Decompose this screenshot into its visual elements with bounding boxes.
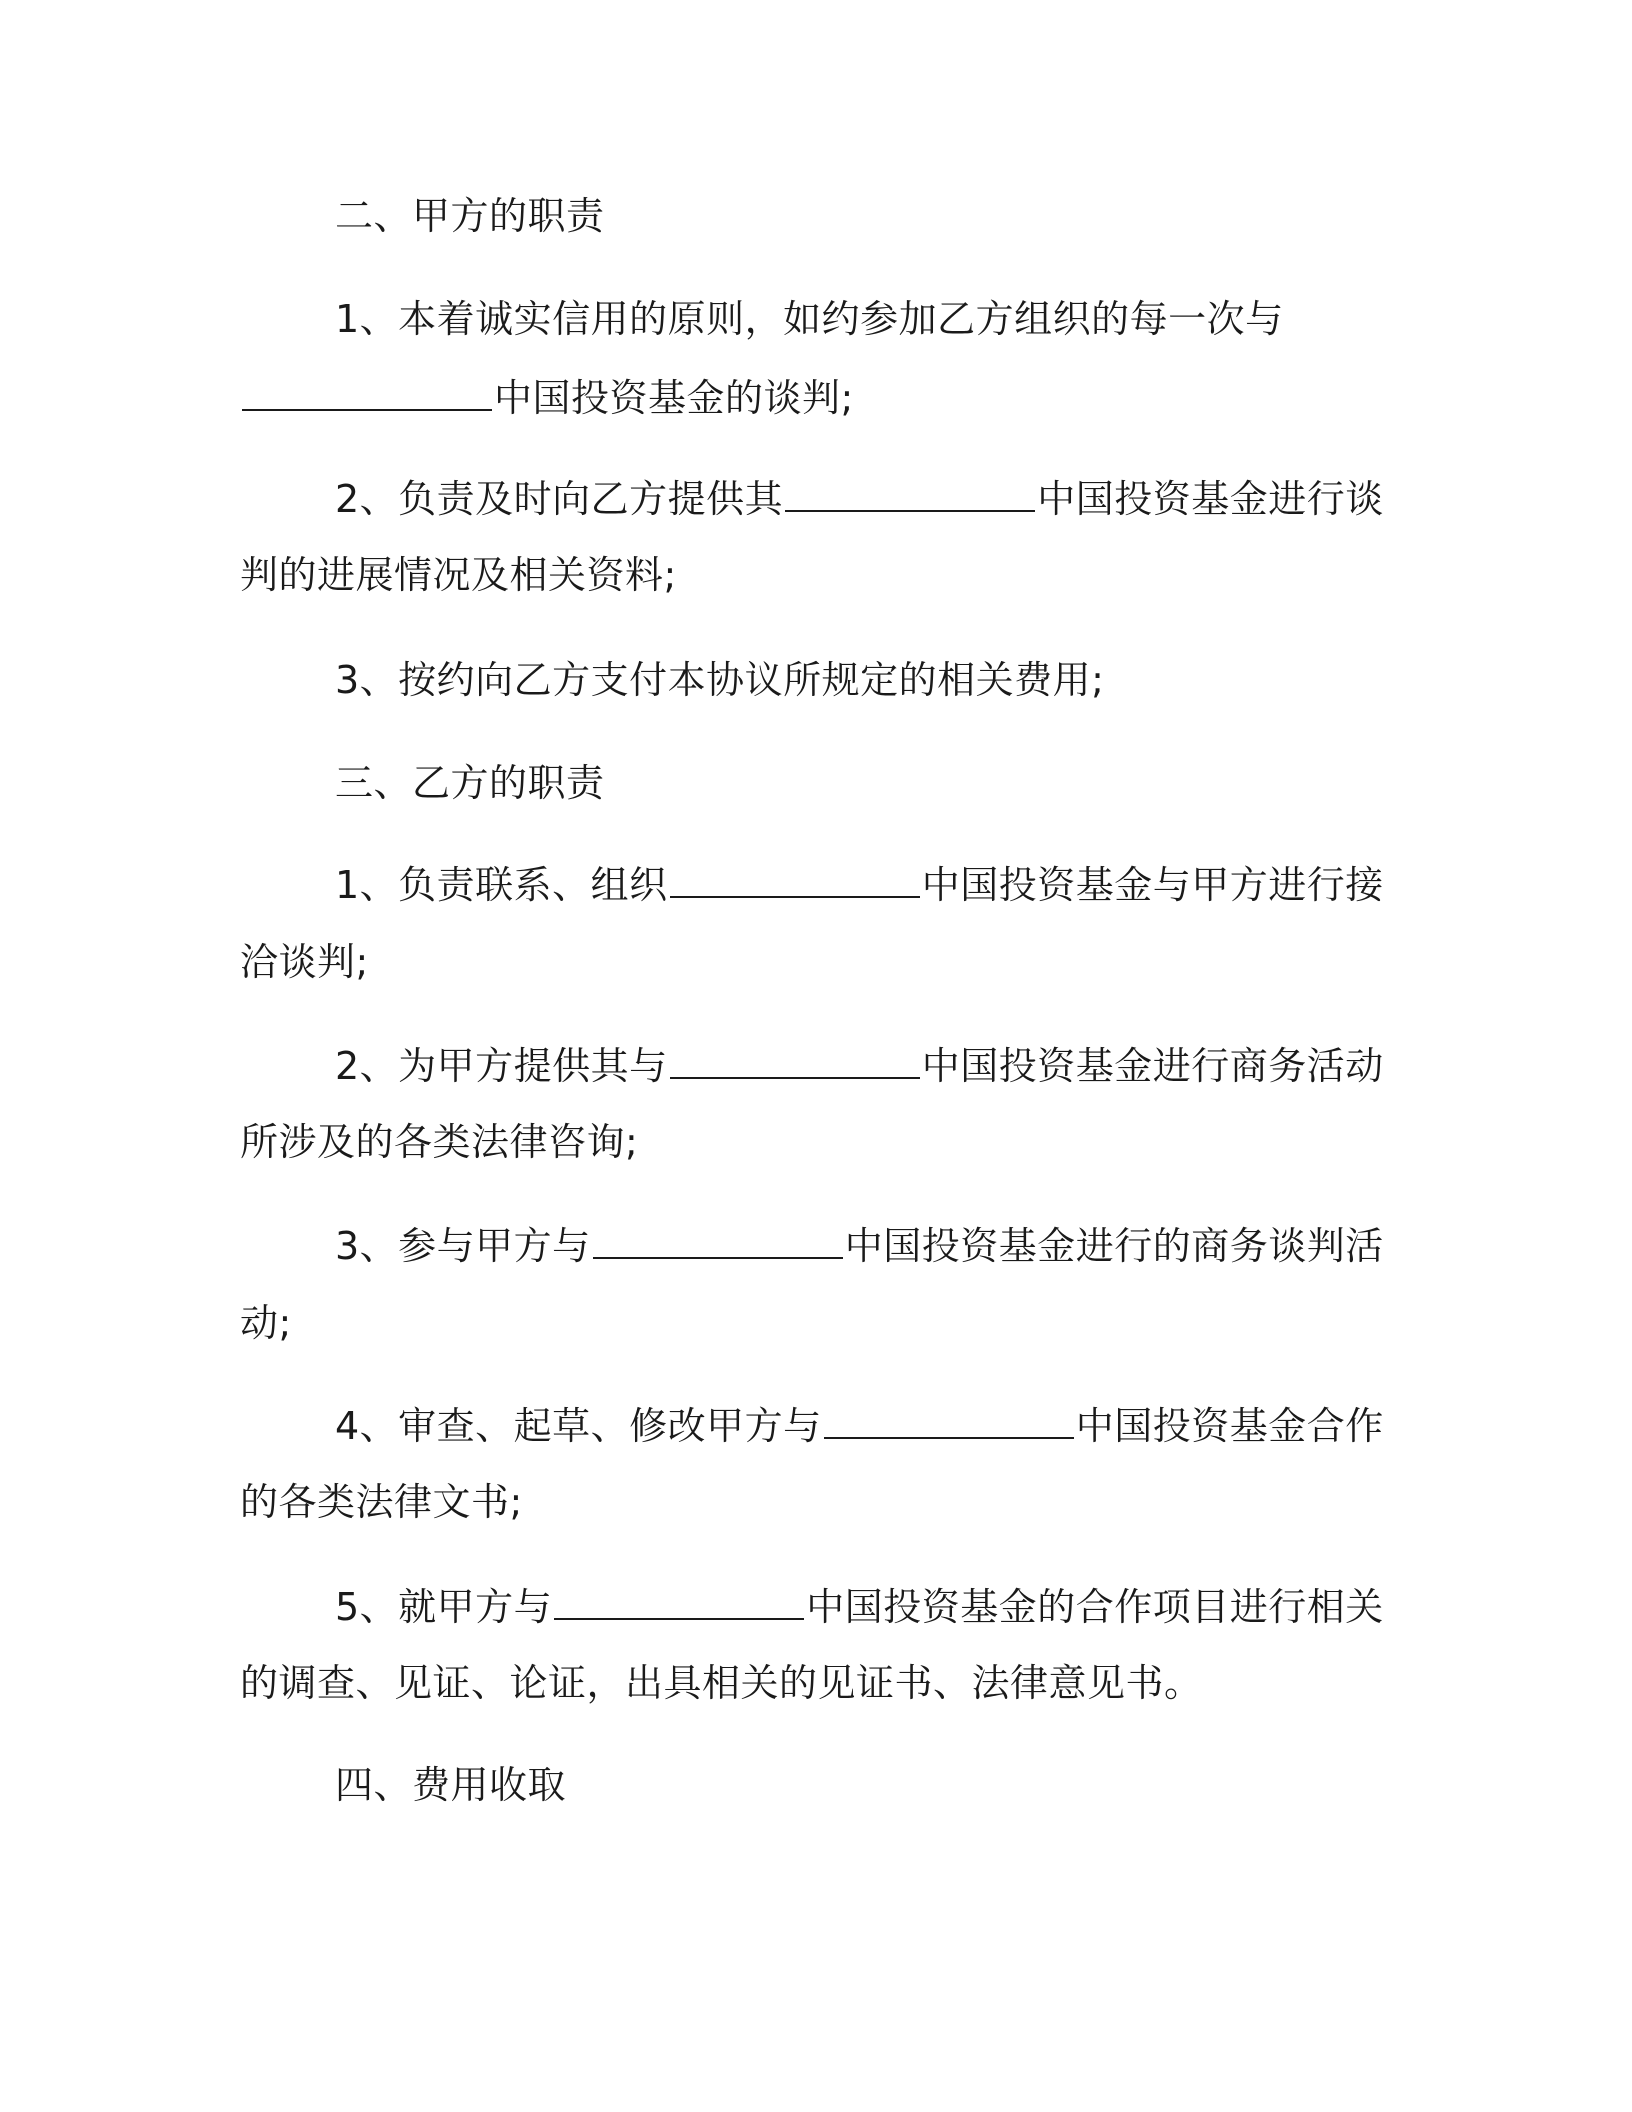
party-b-item-3-line-1 (335, 1223, 1384, 1268)
party-b-item-3-text-before: 3、参与甲方与 (335, 1224, 591, 1268)
party-b-item-2-text-before: 2、为甲方提供其与 (335, 1044, 668, 1088)
fill-in-blank (785, 476, 1035, 512)
party-b-item-1-text-before: 1、负责联系、组织 (335, 863, 668, 907)
fill-in-blank (554, 1584, 804, 1620)
party-b-item-5-text-before: 5、就甲方与 (335, 1585, 553, 1629)
party-b-item-5-line-2: 的调查、见证、论证，出具相关的见证书、法律意见书。 (240, 1661, 1203, 1705)
section-heading-party-a-duties: 二、甲方的职责 (335, 194, 605, 238)
section-heading-party-b-duties: 三、乙方的职责 (335, 761, 605, 805)
section-heading-fee-collection: 四、费用收取 (335, 1763, 567, 1807)
party-a-item-2-line-2: 判的进展情况及相关资料; (240, 553, 677, 597)
party-a-item-1-line-1: 1、本着诚实信用的原则，如约参加乙方组织的每一次与 (335, 297, 1284, 341)
party-b-item-4-line-1 (335, 1403, 1384, 1448)
fill-in-blank (593, 1223, 843, 1259)
fill-in-blank (670, 862, 920, 898)
party-a-item-2-text-after: 中国投资基金进行谈 (1037, 477, 1384, 521)
party-b-item-1-text-after: 中国投资基金与甲方进行接 (921, 863, 1384, 907)
party-a-item-1-line-2-text: 中国投资基金的谈判; (494, 376, 854, 420)
party-b-item-3-text-after: 中国投资基金进行的商务谈判活 (844, 1224, 1384, 1268)
party-b-item-1-line-2: 洽谈判; (240, 940, 369, 984)
party-b-item-4-line-2: 的各类法律文书; (240, 1480, 523, 1524)
party-a-item-3-line-1: 3、按约向乙方支付本协议所规定的相关费用; (335, 658, 1105, 702)
fill-in-blank (242, 375, 492, 411)
party-a-item-2-text-before: 2、负责及时向乙方提供其 (335, 477, 784, 521)
fill-in-blank (824, 1403, 1074, 1439)
party-b-item-2-line-2: 所涉及的各类法律咨询; (240, 1120, 639, 1164)
fill-in-blank (670, 1043, 920, 1079)
party-b-item-4-text-after: 中国投资基金合作 (1075, 1404, 1384, 1448)
party-b-item-5-line-1 (335, 1584, 1384, 1629)
party-b-item-1-line-1 (335, 862, 1384, 907)
party-b-item-4-text-before: 4、审查、起草、修改甲方与 (335, 1404, 822, 1448)
party-a-item-1-line-2 (240, 375, 854, 420)
party-b-item-3-line-2: 动; (240, 1301, 292, 1345)
party-b-item-2-text-after: 中国投资基金进行商务活动 (921, 1044, 1384, 1088)
party-a-item-2-line-1 (335, 476, 1384, 521)
party-b-item-2-line-1 (335, 1043, 1384, 1088)
party-b-item-5-text-after: 中国投资基金的合作项目进行相关 (806, 1585, 1384, 1629)
